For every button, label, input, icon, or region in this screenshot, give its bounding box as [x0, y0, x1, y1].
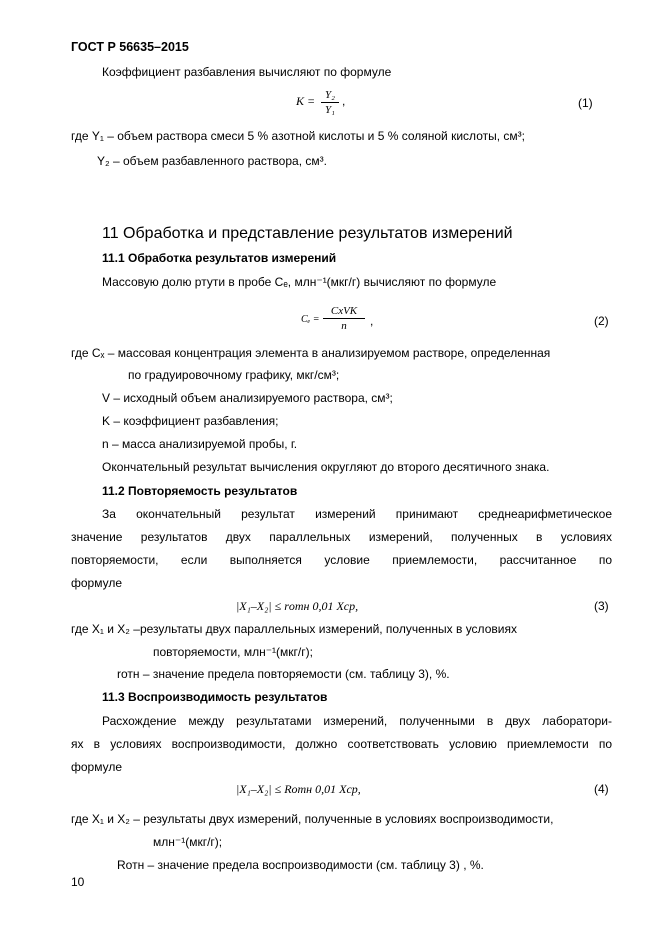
page-number: 10: [71, 875, 85, 889]
rounding-note: Окончательный результат вычисления округляют до второго десятичного знака.: [102, 460, 550, 474]
formula-1-lhs: K =: [296, 94, 316, 108]
section-11-2-line-4: формуле: [71, 576, 123, 590]
formula-1-number: (1): [578, 96, 593, 110]
formula-2-lhs: Cₑ =: [301, 314, 320, 325]
section-11-1-paragraph: Массовую долю ртути в пробе Cₑ, млн⁻¹(мкг/г) вычисляют по формуле: [102, 275, 497, 289]
section-11-title: 11 Обработка и представление результатов измерений: [102, 225, 513, 242]
where-4-r: Rотн – значение предела воспроизводимости (см. таблицу 3) , %.: [117, 858, 484, 872]
formula-1-comma: ,: [342, 94, 346, 108]
section-11-2-line-1: За окончательный результат измерений принимают среднеарифметическое: [102, 507, 612, 521]
section-11-3-line-3: формуле: [71, 760, 123, 774]
paragraph-dilution: Коэффициент разбавления вычисляют по формуле: [102, 65, 392, 79]
where-1-y1: где Y₁ – объем раствора смеси 5 % азотной кислоты и 5 % соляной кислоты, см³;: [71, 129, 525, 143]
formula-1-fraction: [321, 89, 339, 116]
where-2-n: n – масса анализируемой пробы, г.: [102, 437, 298, 451]
formula-1-numerator: Y₂: [325, 89, 335, 101]
formula-3-number: (3): [594, 599, 609, 613]
section-11-2-line-2: значение результатов двух параллельных измерений, полученных в условиях: [71, 530, 612, 544]
section-11-2-line-3: повторяемости, если выполняется условие приемлемости, рассчитанное по: [71, 553, 612, 567]
formula-2-comma: ,: [370, 314, 374, 328]
formula-3: |X₁–X₂| ≤ rотн 0,01 Xср,: [236, 599, 359, 613]
section-11-1-title: 11.1 Обработка результатов измерений: [102, 251, 337, 265]
formula-2-number: (2): [594, 314, 609, 328]
where-4-x: где X₁ и X₂ – результаты двух измерений, полученные в условиях воспроизводимости,: [71, 812, 554, 826]
document-header: ГОСТ Р 56635–2015: [71, 40, 189, 54]
where-3-r: rотн – значение предела повторяемости (см. таблицу 3), %.: [117, 667, 450, 681]
where-4-x-cont: млн⁻¹(мкг/г);: [153, 835, 223, 849]
where-2-v: V – исходный объем анализируемого раствора, см³;: [102, 391, 393, 405]
where-2-k: K – коэффициент разбавления;: [102, 414, 279, 428]
section-11-2-title: 11.2 Повторяемость результатов: [102, 484, 298, 498]
fraction-bar: [323, 318, 365, 319]
formula-1-denominator: Y₁: [325, 104, 335, 116]
section-11-3-line-2: ях в условиях воспроизводимости, должно соответствовать условию приемлемости по: [71, 737, 612, 751]
formula-2-numerator: CxVK: [330, 305, 358, 317]
formula-2-denominator: n: [341, 320, 347, 332]
formula-4: |X₁–X₂| ≤ Rотн 0,01 Xср,: [236, 782, 361, 796]
where-2-cx: где Cₓ – массовая концентрация элемента в анализируемом растворе, определенная: [71, 346, 551, 360]
fraction-bar: [321, 102, 339, 103]
where-1-y2: Y₂ – объем разбавленного раствора, см³.: [97, 154, 327, 168]
where-2-cx-cont: по градуировочному графику, мкг/см³;: [128, 368, 340, 382]
formula-4-number: (4): [594, 782, 609, 796]
where-3-x: где X₁ и X₂ –результаты двух параллельных измерений, полученных в условиях: [71, 622, 517, 636]
section-11-3-line-1: Расхождение между результатами измерений, полученными в двух лаборатори-: [102, 714, 612, 728]
section-11-3-title: 11.3 Воспроизводимость результатов: [102, 690, 328, 704]
formula-2-fraction: [323, 305, 365, 332]
where-3-x-cont: повторяемости, млн⁻¹(мкг/г);: [153, 645, 313, 659]
